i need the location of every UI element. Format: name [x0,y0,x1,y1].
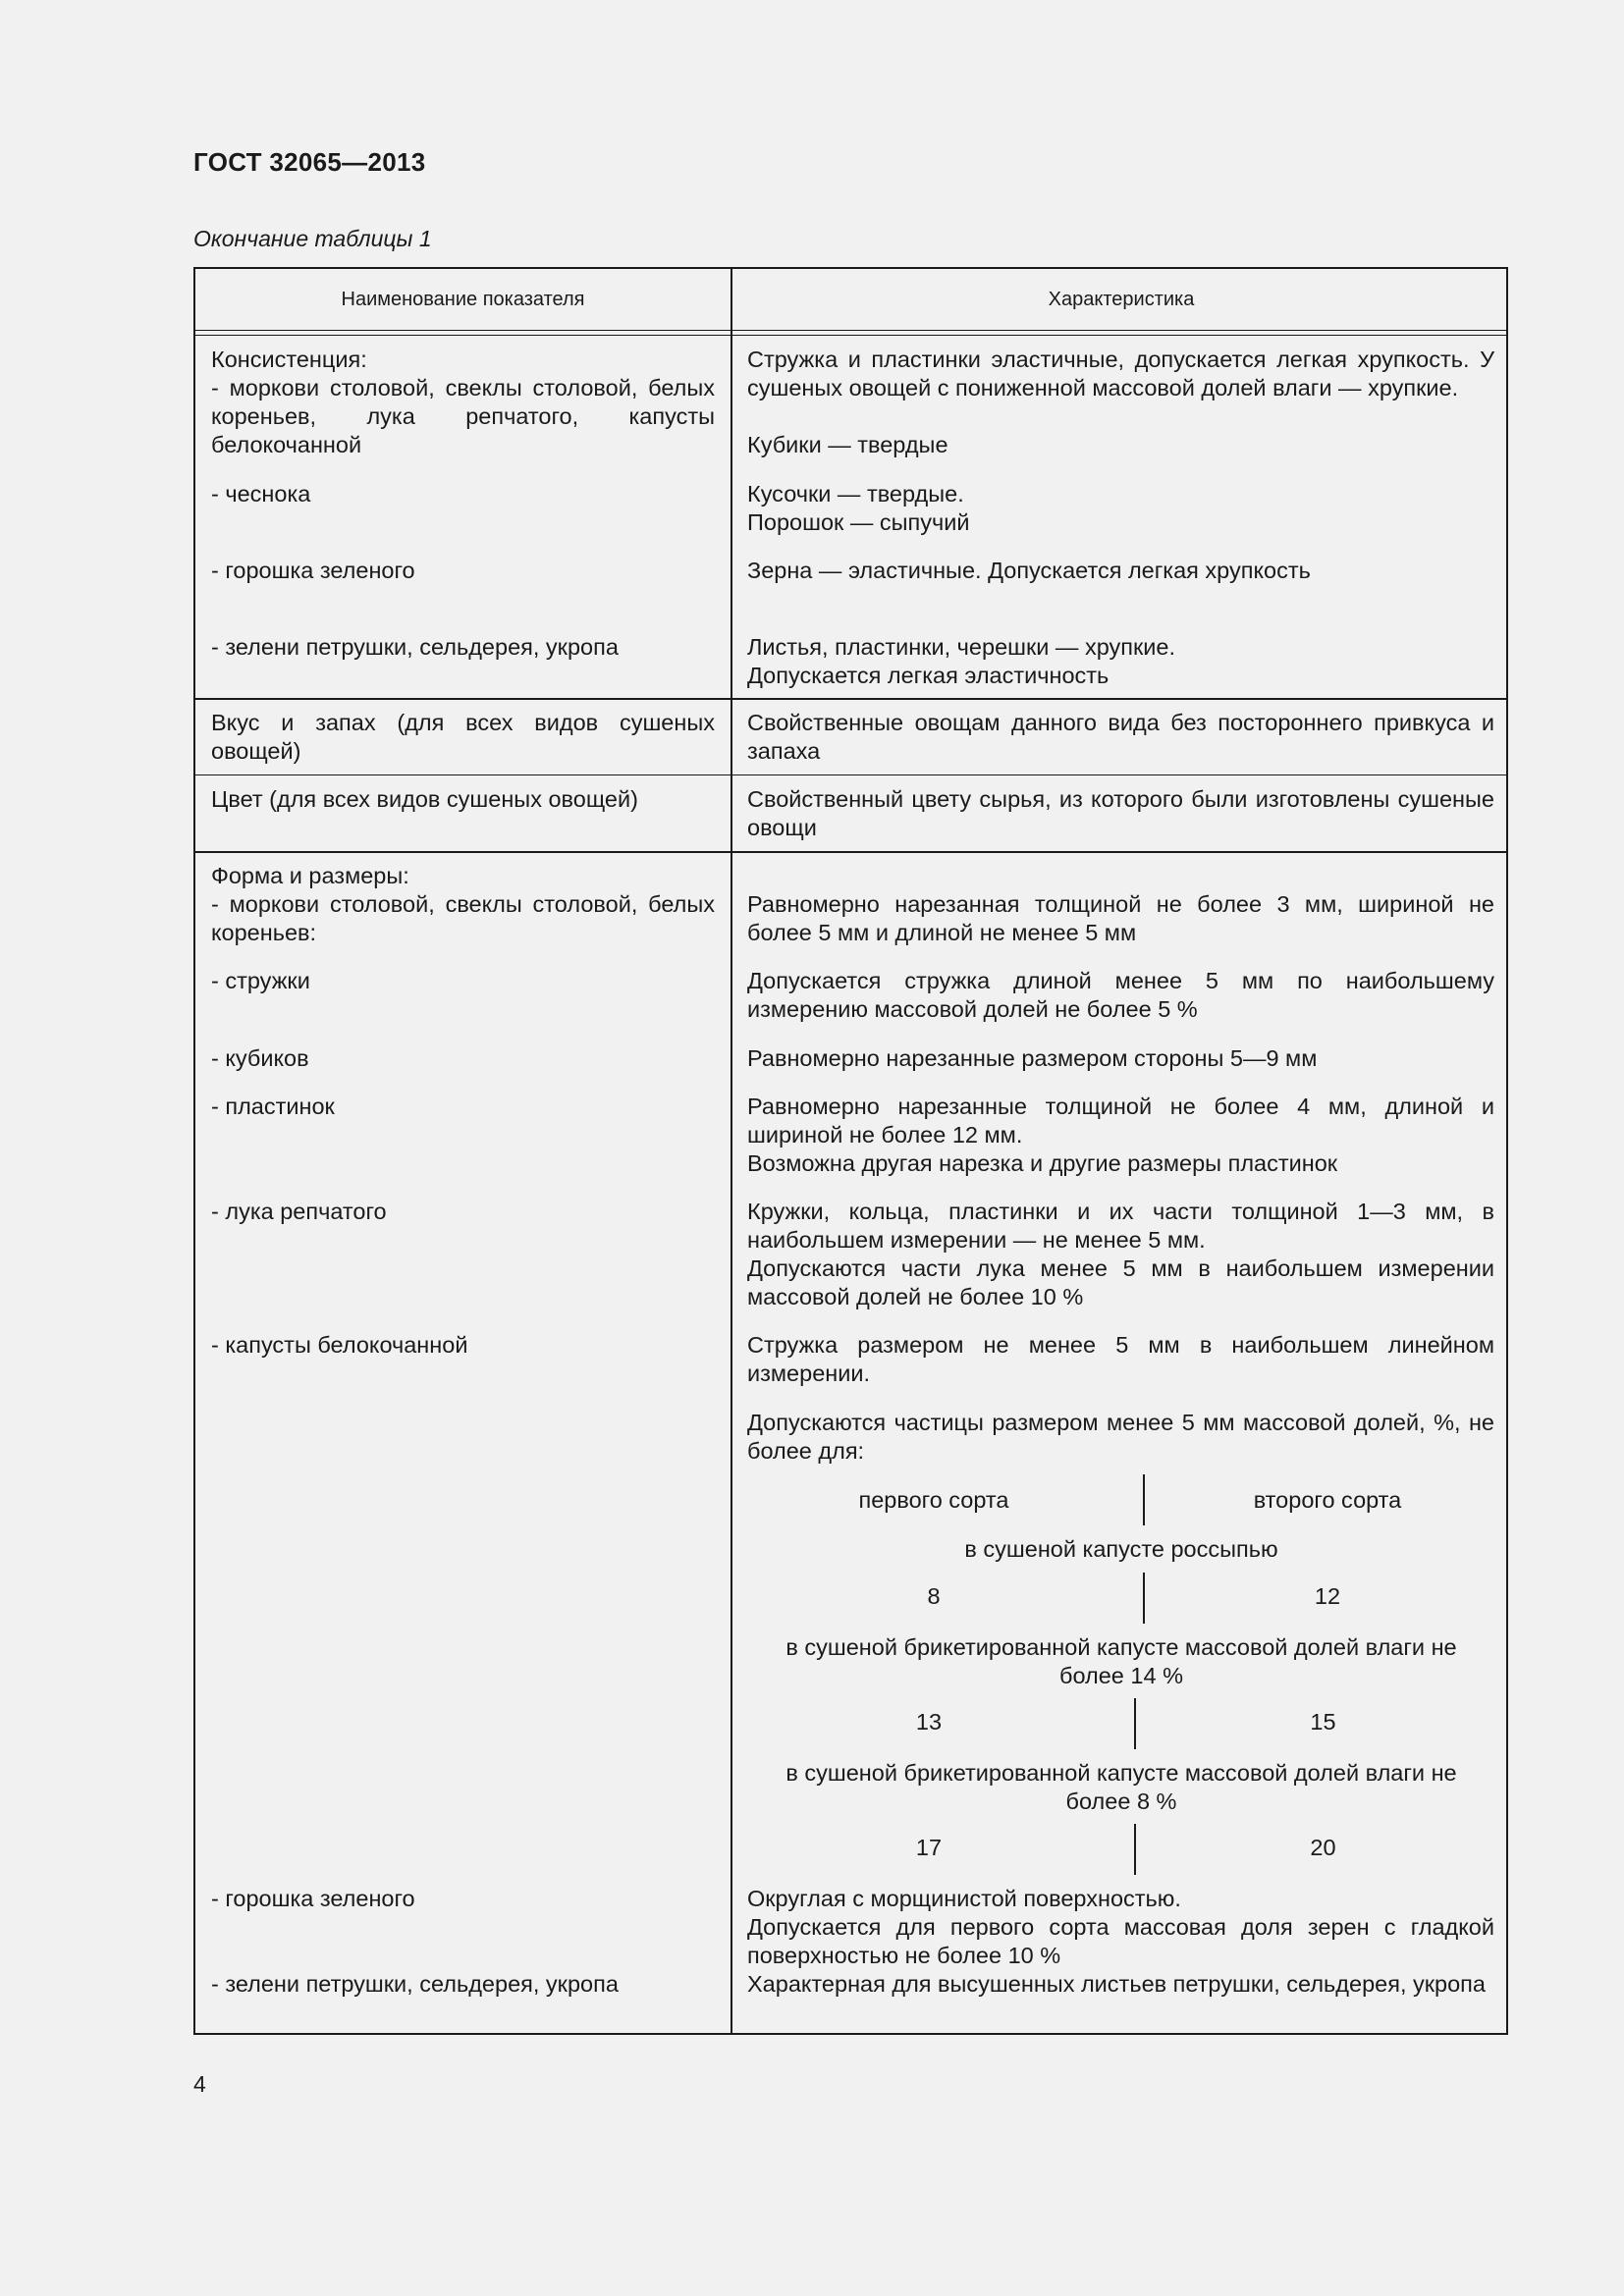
taste-value: Свойственные овощам данного вида без постороннего привкуса и запаха [747,710,1494,764]
row-divider [195,698,1506,700]
color-label: Цвет (для всех видов сушеных овощей) [211,786,638,812]
shape-onion-label: - лука репчатого [211,1199,387,1224]
shape-peas-label: - горошка зеленого [211,1886,415,1911]
shape-onion-value2: Допускаются части лука менее 5 мм в наибольшем измерении массовой долей не более 10 % [747,1255,1494,1309]
color-value: Свойственный цвету сырья, из которого были изготовлены сушеные овощи [747,786,1494,840]
consistency-carrot-value: Стружка и пластинки эластичные, допускается легкая хрупкость. У сушеных овощей с пониженной массовой долей влаги — хрупкие. [747,347,1494,400]
shape-plates-value2: Возможна другая нарезка и другие размеры пластинок [747,1150,1338,1176]
brick14-second-value: 15 [1310,1709,1336,1735]
shape-shavings-value: Допускается стружка длиной менее 5 мм по наибольшему измерению массовой долей не более 5 % [747,968,1494,1022]
row-divider [195,851,1506,853]
shape-plates-label: - пластинок [211,1094,335,1119]
shape-cubes-value: Равномерно нарезанные размером стороны 5—9 мм [747,1045,1318,1071]
loose-values-row [732,1573,1510,1624]
consistency-greens-label: - зелени петрушки, сельдерея, укропа [211,634,619,660]
shape-shavings-label: - стружки [211,968,310,993]
column-header-characteristic: Характеристика [1048,288,1195,310]
brick14-caption: в сушеной брикетированной капусте массовой долей влаги не более 14 % [785,1634,1457,1688]
shape-cabbage-label: - капусты белокочанной [211,1332,468,1358]
brick14-values-row [732,1698,1510,1749]
taste-label: Вкус и запах (для всех видов сушеных овощей) [211,710,715,764]
consistency-garlic-label: - чеснока [211,481,311,507]
table-caption: Окончание таблицы 1 [193,226,432,251]
shape-cabbage-note: Допускаются частицы размером менее 5 мм массовой долей, %, не более для: [747,1410,1494,1464]
shape-greens-value: Характерная для высушенных листьев петрушки, сельдерея, укропа [747,1971,1486,1997]
consistency-peas-value: Зерна — эластичные. Допускается легкая хрупкость [747,558,1311,583]
grade-first: первого сорта [858,1487,1009,1513]
shape-peas-value1: Округлая с морщинистой поверхностью. [747,1886,1181,1911]
consistency-garlic-value2: Порошок — сыпучий [747,509,970,535]
consistency-carrot-value2: Кубики — твердые [747,432,948,457]
header-divider-double [195,335,1506,336]
brick8-caption: в сушеной брикетированной капусте массовой долей влаги не более 8 % [785,1760,1457,1814]
shape-peas-value2: Допускается для первого сорта массовая доля зерен с гладкой поверхностью не более 10 % [747,1914,1494,1968]
shape-cubes-label: - кубиков [211,1045,309,1071]
shape-greens-label: - зелени петрушки, сельдерея, укропа [211,1971,619,1997]
shape-title: Форма и размеры: [211,863,409,888]
grade-header-row [732,1474,1510,1525]
consistency-title: Консистенция: [211,347,367,372]
loose-first-value: 8 [927,1583,941,1609]
shape-plates-value: Равномерно нарезанные толщиной не более 4 мм, длиной и шириной не более 12 мм. [747,1094,1494,1148]
document-id: ГОСТ 32065—2013 [193,147,426,177]
brick8-first-value: 17 [915,1835,943,1860]
consistency-garlic-value1: Кусочки — твердые. [747,481,964,507]
consistency-greens-value2: Допускается легкая эластичность [747,663,1110,688]
column-header-indicator: Наименование показателя [341,288,585,310]
header-divider [195,330,1506,331]
shape-carrot-label: - моркови столовой, свеклы столовой, белых кореньев: [211,891,715,945]
shape-cabbage-value: Стружка размером не менее 5 мм в наибольшем линейном измерении. [747,1332,1494,1386]
brick14-first-value: 13 [915,1709,943,1735]
brick8-second-value: 20 [1310,1835,1336,1860]
grade-second: второго сорта [1253,1487,1402,1513]
shape-onion-value: Кружки, кольца, пластинки и их части толщиной 1—3 мм, в наибольшем измерении — не менее 5 мм. [747,1199,1494,1253]
characteristics-table [193,267,1508,2035]
shape-carrot-value: Равномерно нарезанная толщиной не более 3 мм, шириной не более 5 мм и длиной не менее 5 мм [747,891,1494,945]
loose-second-value: 12 [1314,1583,1341,1609]
brick8-values-row [732,1824,1510,1875]
consistency-peas-label: - горошка зеленого [211,558,415,583]
row-divider [195,774,1506,775]
consistency-greens-value1: Листья, пластинки, черешки — хрупкие. [747,634,1175,660]
page-number: 4 [193,2071,206,2097]
consistency-carrot-label: - моркови столовой, свеклы столовой, белых кореньев, лука репчатого, капусты белокочанной [211,375,715,457]
loose-caption: в сушеной капусте россыпью [964,1536,1278,1562]
